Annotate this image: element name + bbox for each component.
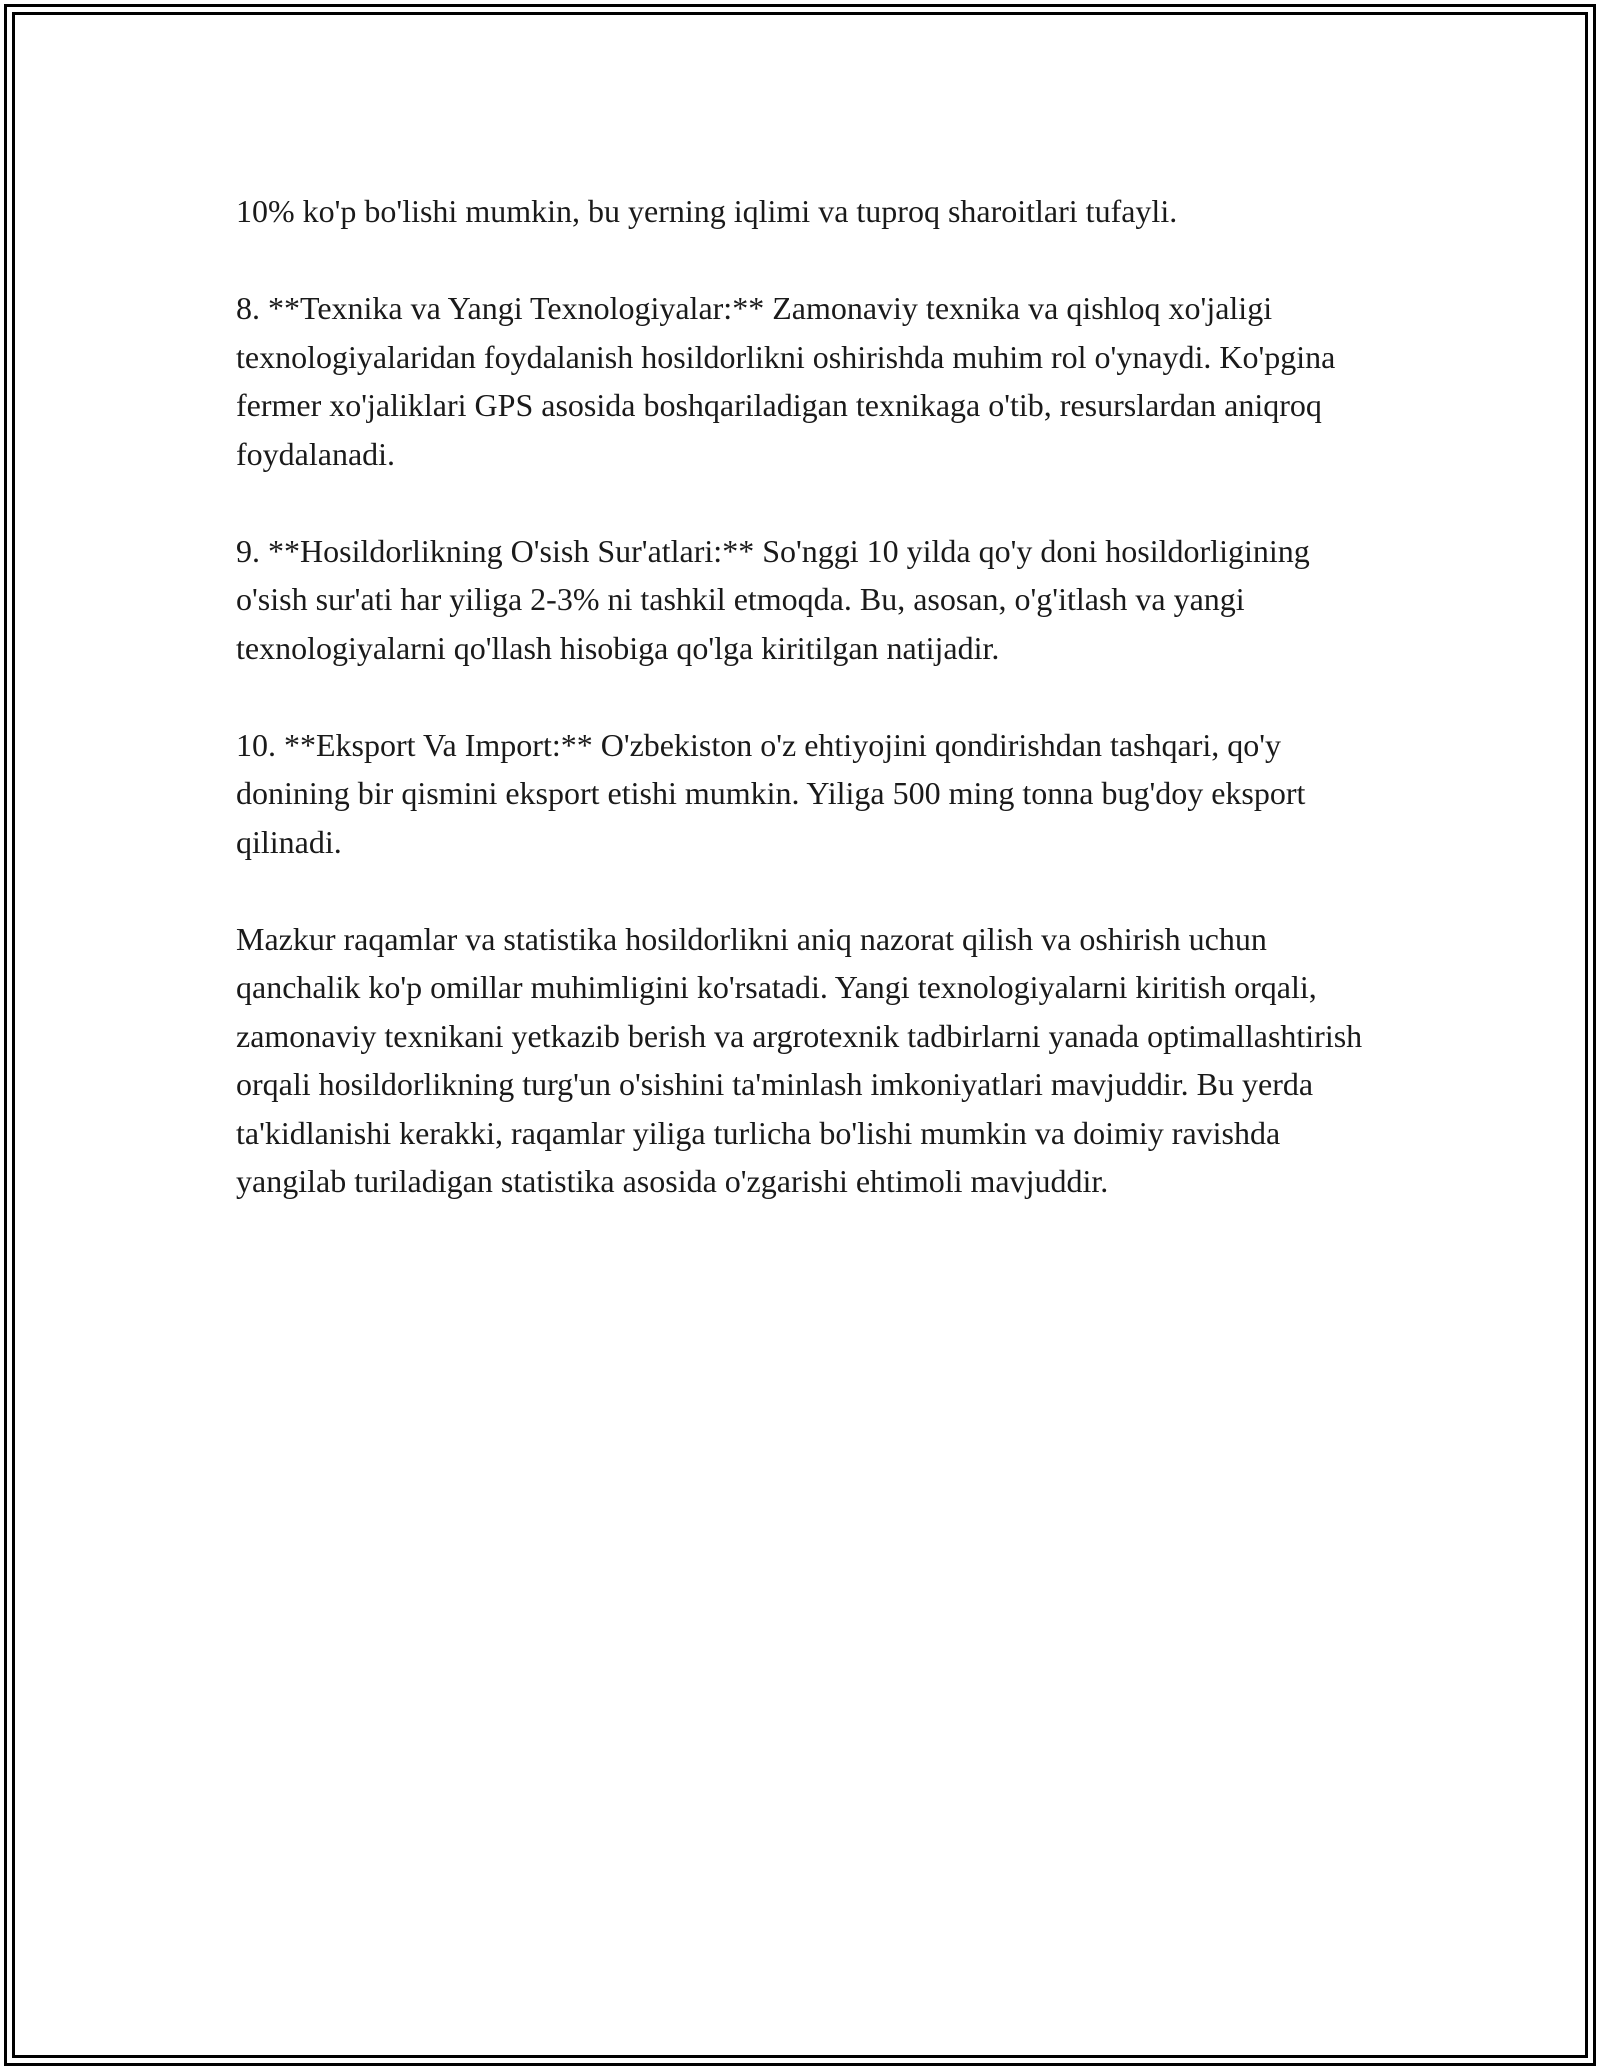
paragraph-item-9: 9. **Hosildorlikning O'sish Sur'atlari:** So'nggi 10 yilda qo'y doni hosildorligining o'sish sur'ati har yiliga 2-3% ni tashkil etmoqda. Bu, asosan, o'g'itlash va yangi texnologiyalarni qo'llash hisobiga qo'lga kiritilgan natijadir. [236,532,1310,666]
paragraph-conclusion: Mazkur raqamlar va statistika hosildorlikni aniq nazorat qilish va oshirish uchun qanchalik ko'p omillar muhimligini ko'rsatadi. Yangi texnologiyalarni kiritish orqali, zamonaviy texnikani yetkazib berish va argrotexnik tadbirlarni yanada optimallashtirish orqali hosildorlikning turg'un o'sishini ta'minlash imkoniyatlari mavjuddir. Bu yerda ta'kidlanishi kerakki, raqamlar yiliga turlicha bo'lishi mumkin va doimiy ravishda yangilab turiladigan statistika asosida o'zgarishi ehtimoli mavjuddir. [236,920,1363,1199]
paragraph-item-10: 10. **Eksport Va Import:** O'zbekiston o'z ehtiyojini qondirishdan tashqari, qo'y donining bir qismini eksport etishi mumkin. Yiliga 500 ming tonna bug'doy eksport qilinadi. [236,726,1306,860]
paragraph-item-8: 8. **Texnika va Yangi Texnologiyalar:** Zamonaviy texnika va qishloq xo'jaligi texnologiyalaridan foydalanish hosildorlikni oshirishda muhim rol o'ynaydi. Ko'pgina fermer xo'jaliklari GPS asosida boshqariladigan texnikaga o'tib, resurslardan aniqroq foydalanadi. [236,290,1336,472]
document-body [236,187,1376,1254]
paragraph-continuation: 10% ko'p bo'lishi mumkin, bu yerning iqlimi va tuproq sharoitlari tufayli. [236,193,1178,229]
